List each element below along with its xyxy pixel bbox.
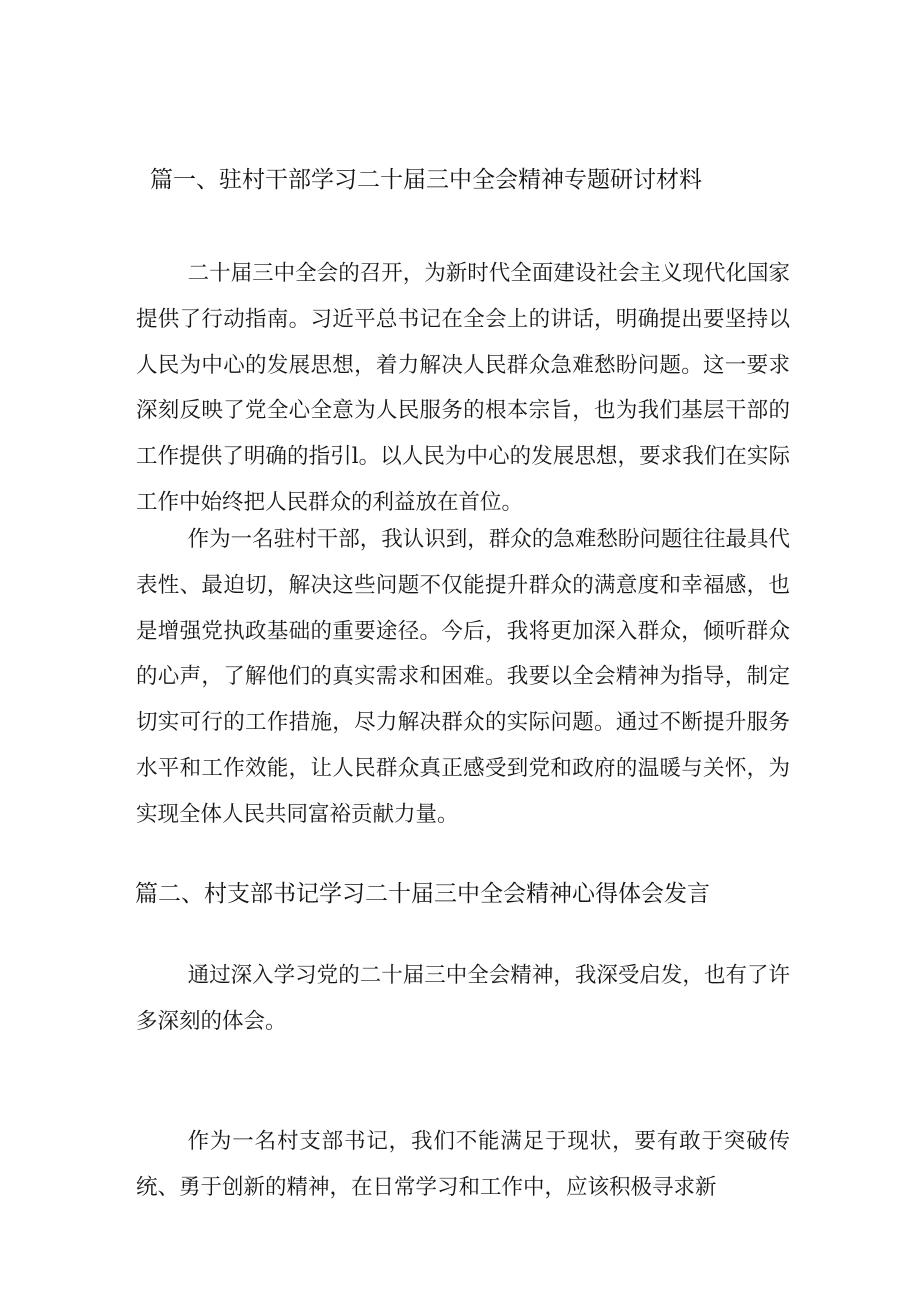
section-2-title: 篇二、村支部书记学习二十届三中全会精神心得体会发言 [135, 881, 710, 907]
section-2-paragraph-2: 作为一名村支部书记，我们不能满足于现状，要有敢于突破传统、勇于创新的精神，在日常学习和工作中，应该积极寻求新 [136, 1129, 790, 1200]
section-1-paragraph-2: 作为一名驻村干部，我认识到，群众的急难愁盼问题往往最具代表性、最迫切，解决这些问题不仅能提升群众的满意度和幸福感，也是增强党执政基础的重要途径。今后，我将更加深入群众，倾听群众的心声，了解他们的真实需求和困难。我要以全会精神为指导，制定切实可行的工作措施，尽力解决群众的实际问题。通过不断提升服务水平和工作效能，让人民群众真正感受到党和政府的温暖与关怀，为实现全体人民共同富裕贡献力量。 [136, 527, 790, 827]
section-2-paragraph-1: 通过深入学习党的二十届三中全会精神，我深受启发，也有了许多深刻的体会。 [136, 963, 790, 1034]
section-1-paragraph-1: 二十届三中全会的召开，为新时代全面建设社会主义现代化国家提供了行动指南。习近平总书记在全会上的讲话，明确提出要坚持以人民为中心的发展思想，着力解决人民群众急难愁盼问题。这一要求深刻反映了党全心全意为人民服务的根本宗旨，也为我们基层干部的工作提供了明确的指引l。以人民为中心的发展思想，要求我们在实际工作中始终把人民群众的利益放在首位。 [136, 261, 790, 515]
section-1-title: 篇一、驻村干部学习二十届三中全会精神专题研讨材料 [150, 167, 702, 193]
